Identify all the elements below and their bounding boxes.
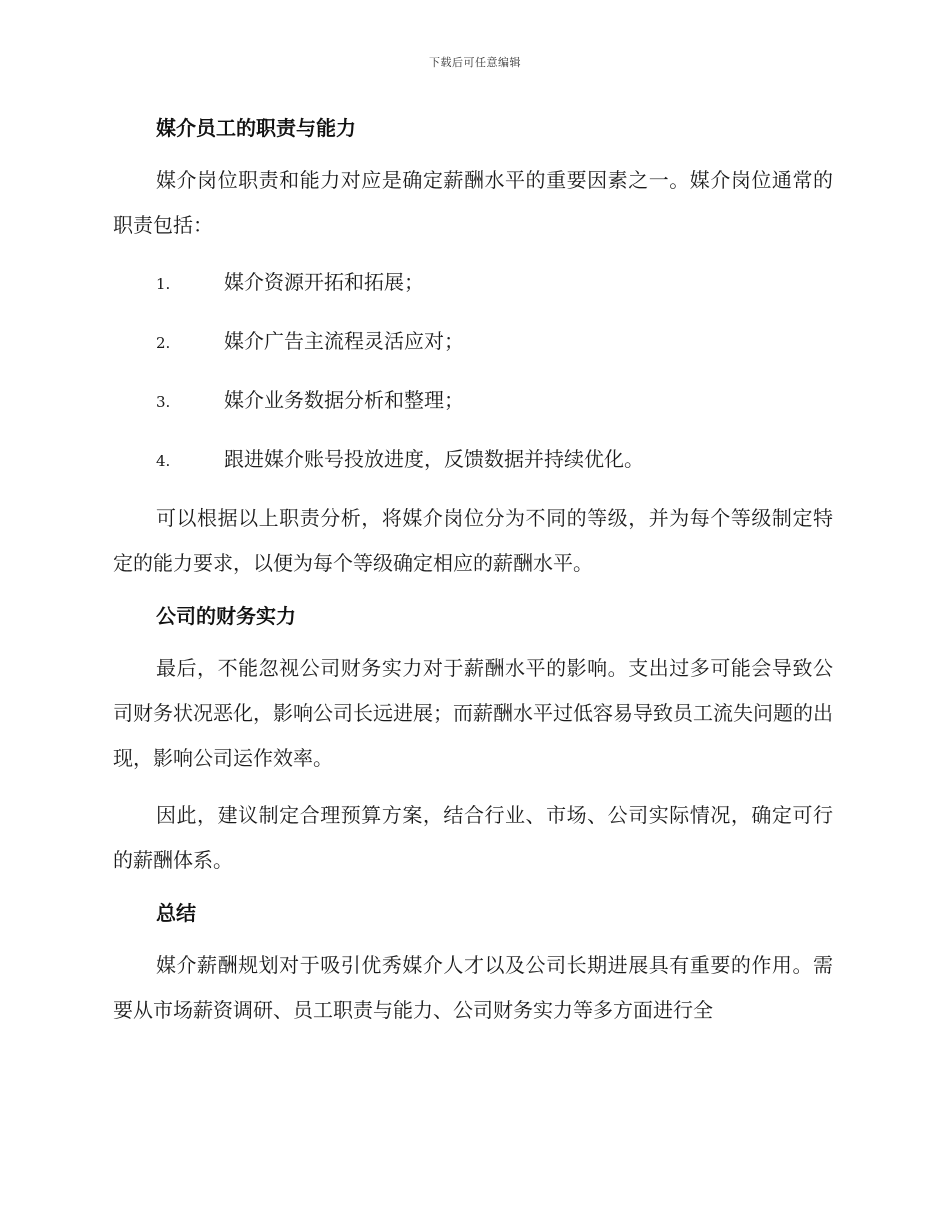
paragraph-duties-intro: 媒介岗位职责和能力对应是确定薪酬水平的重要因素之一。媒介岗位通常的职责包括：	[113, 168, 833, 237]
list-number: 4.	[156, 452, 171, 470]
list-number: 2.	[156, 334, 171, 352]
list-item	[113, 319, 833, 366]
document-body	[113, 110, 833, 1033]
list-item	[113, 260, 833, 307]
section-heading-summary: 总结	[156, 901, 196, 925]
paragraph-finance-impact: 最后，不能忽视公司财务实力对于薪酬水平的影响。支出过多可能会导致公司财务状况恶化，影响公司长远进展；而薪酬水平过低容易导致员工流失问题的出现，影响公司运作效率。	[113, 656, 833, 770]
paragraph-finance-suggestion: 因此，建议制定合理预算方案，结合行业、市场、公司实际情况，确定可行的薪酬体系。	[113, 803, 833, 872]
list-item	[113, 378, 833, 425]
list-text: 媒介业务数据分析和整理；	[224, 388, 464, 412]
list-number: 3.	[156, 393, 171, 411]
section-heading-finance: 公司的财务实力	[156, 604, 296, 628]
paragraph-duties-conclusion: 可以根据以上职责分析，将媒介岗位分为不同的等级，并为每个等级制定特定的能力要求，以便为每个等级确定相应的薪酬水平。	[113, 506, 833, 575]
section-heading-duties: 媒介员工的职责与能力	[156, 116, 356, 140]
list-text: 媒介广告主流程灵活应对；	[224, 329, 464, 353]
header-note: 下载后可任意编辑	[429, 56, 521, 69]
list-item	[113, 437, 833, 484]
list-number: 1.	[156, 275, 171, 293]
list-text: 媒介资源开拓和拓展；	[224, 270, 424, 294]
paragraph-summary: 媒介薪酬规划对于吸引优秀媒介人才以及公司长期进展具有重要的作用。需要从市场薪资调研、员工职责与能力、公司财务实力等多方面进行全	[113, 953, 833, 1022]
list-text: 跟进媒介账号投放进度，反馈数据并持续优化。	[224, 447, 644, 471]
